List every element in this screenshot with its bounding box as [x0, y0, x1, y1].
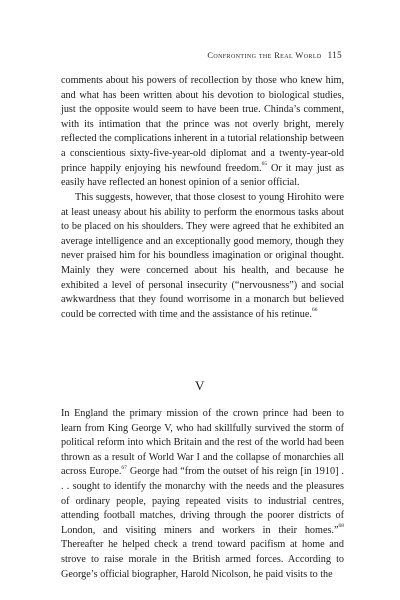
- page-number: 115: [327, 50, 342, 60]
- paragraph-3-text-a: In England the primary mission of the crown prince had been to learn from King George V, who had skillfully survived the storm of political reform into which Britain and the rest of the world had been thrown as a result of World War I and the collapse of monarchies all across Europe.: [61, 408, 344, 478]
- paragraph-continuation: [61, 74, 344, 191]
- section-number: V: [195, 378, 205, 393]
- paragraph-england-mission: [61, 407, 344, 582]
- running-title: Confronting the Real World: [207, 51, 322, 60]
- paragraph-3-text-b: George had “from the outset of his reign [in 1910] . . . sought to identify the monarchy with the needs and the pleasures of ordinary people, paying repeated visits to industrial centres, attending football matches, driving through the poorer districts of London, and visiting miners and workers in their homes.”: [61, 466, 344, 536]
- footnote-ref-68[interactable]: 68: [338, 523, 344, 530]
- running-head: [207, 50, 342, 60]
- paragraph-hirohito-concerns: [61, 191, 344, 322]
- paragraph-3-text-c: Thereafter he helped check a trend toward pacifism at home and strove to raise morale in the British armed forces. According to George’s official biographer, Harold Nicolson, he paid visits to the: [61, 539, 344, 580]
- paragraph-1-text: comments about his powers of recollection by those who knew him, and what has been written about his devotion to biological studies, just the opposite would seem to have been true. Chinda’s comment, with its intimation that the prince was not overly bright, merely reflected the complications inherent in a tutorial relationship between a conscientious sixty-five-year-old diplomat and a twenty-year-old prince happily enjoying his newfound freedom.: [61, 75, 344, 174]
- footnote-ref-66[interactable]: 66: [311, 307, 318, 314]
- paragraph-1-tail: Or it may just as easily have reflected an honest opinion of a senior official.: [61, 162, 344, 189]
- footnote-ref-67[interactable]: 67: [121, 464, 127, 471]
- paragraph-2-text: This suggests, however, that those closest to young Hirohito were at least uneasy about his ability to perform the enormous tasks about to be placed on his shoulders. They were agreed that he exhibited an average intelligence and an exceptionally good memory, though they never praised him for his boundless imagination or original thought. Mainly they were concerned about his health, and because he exhibited a level of personal insecurity (“nervousness”) and social awkwardness that they found worrisome in a monarch but believed could be corrected with time and the assistance of his retinue.: [61, 192, 344, 320]
- footnote-ref-65[interactable]: 65: [261, 161, 268, 168]
